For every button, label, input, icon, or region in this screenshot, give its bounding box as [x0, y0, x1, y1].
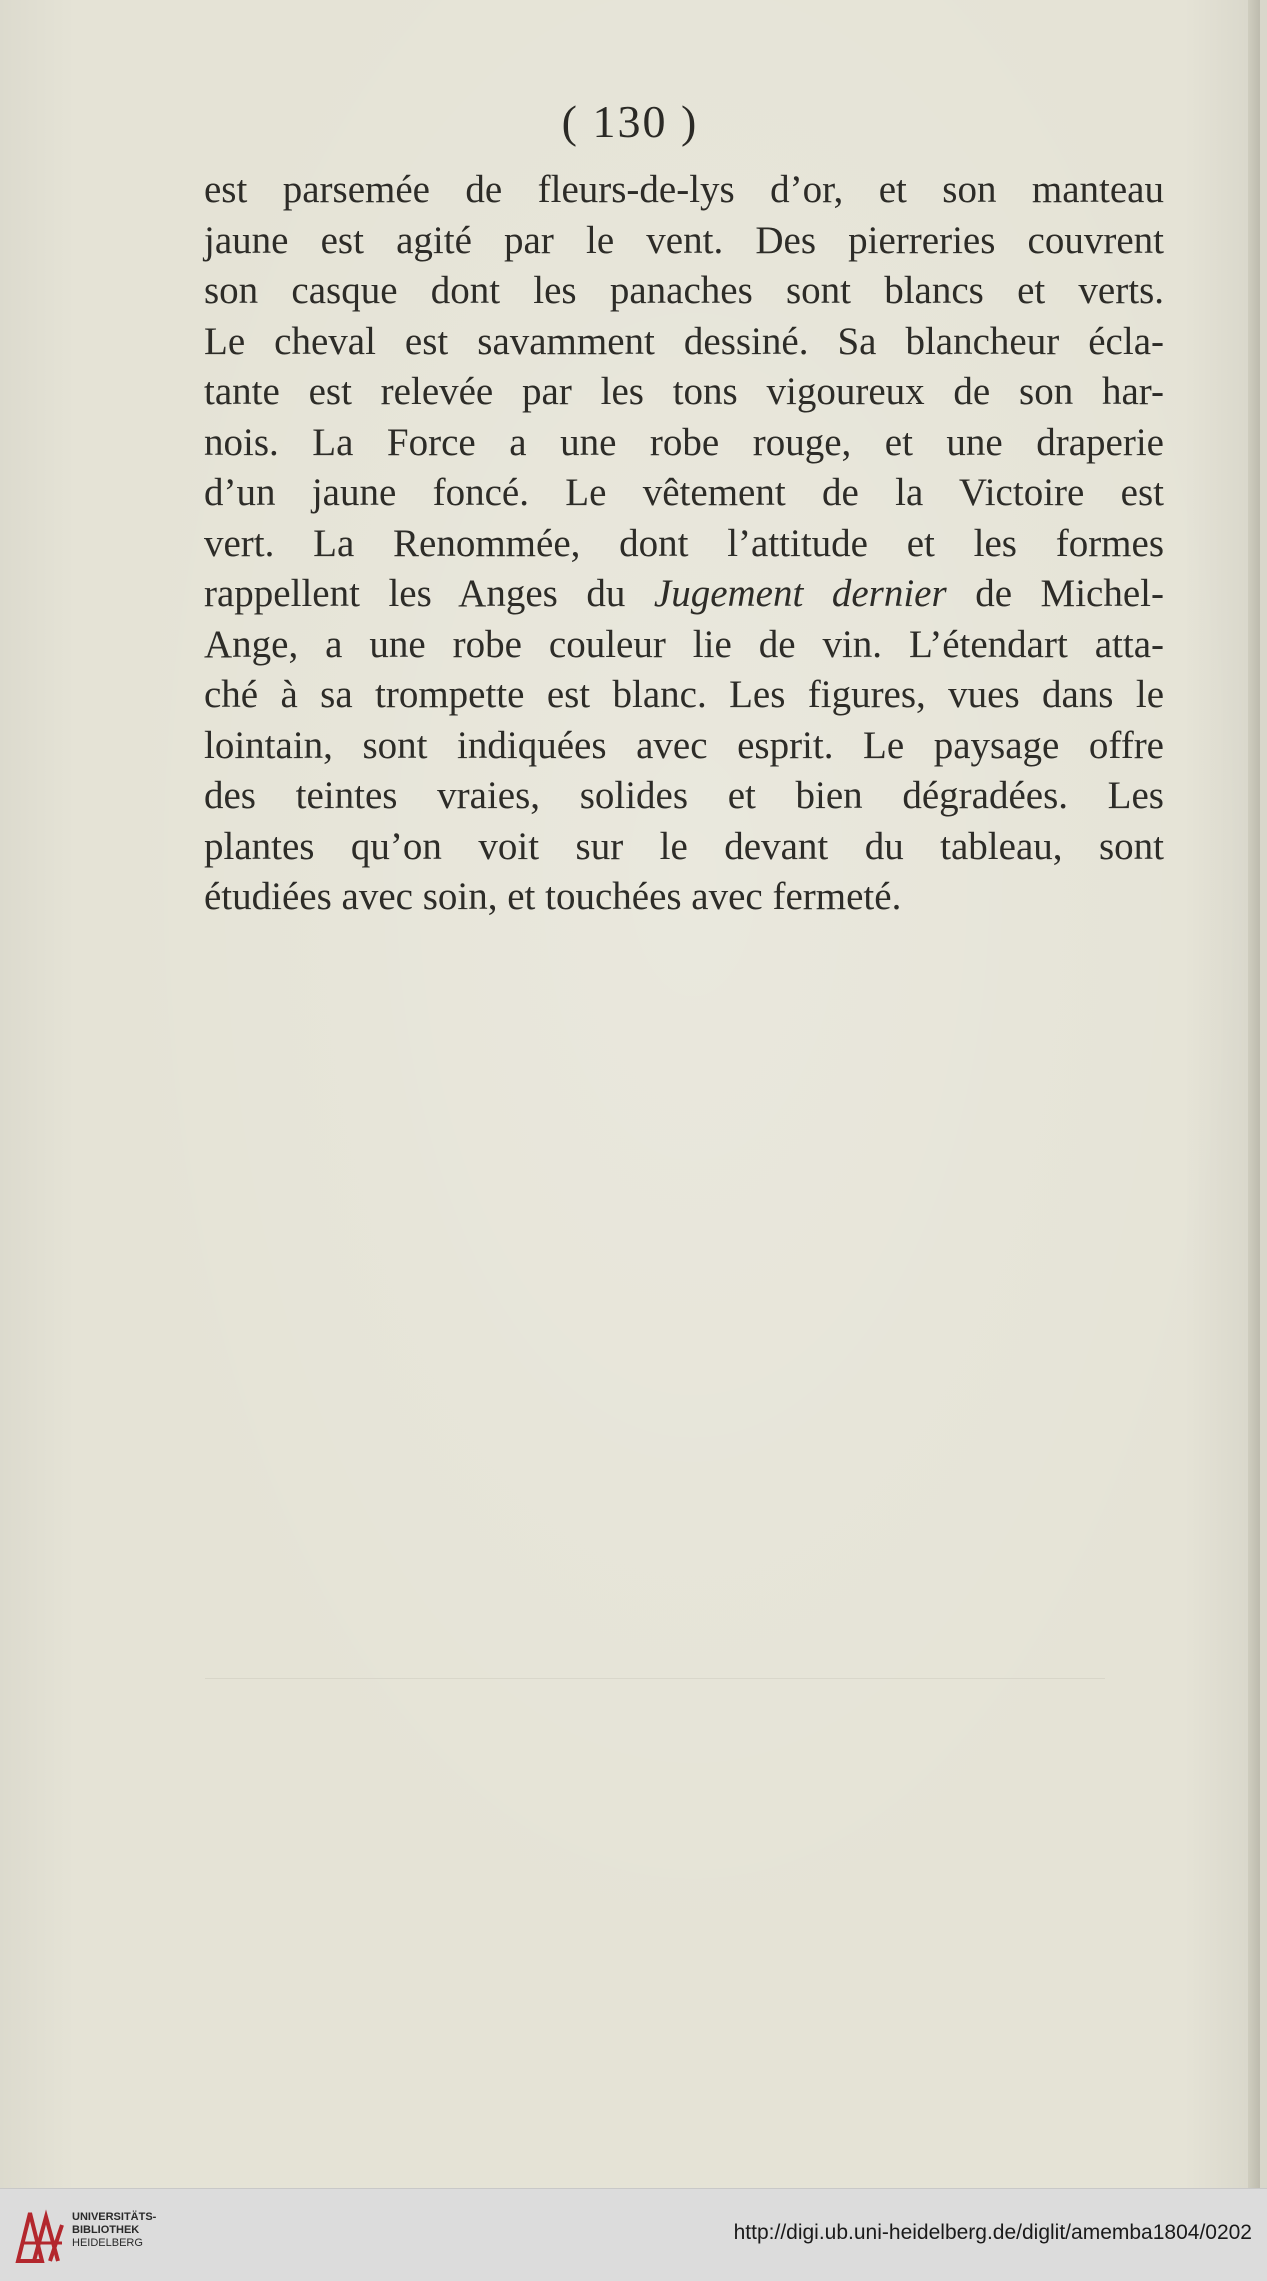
- page-number: ( 130 ): [561, 96, 699, 147]
- body-text: [204, 165, 1164, 923]
- footnote-rule: [205, 1678, 1105, 1679]
- library-name-line: BIBLIOTHEK: [72, 2224, 140, 2236]
- italic-title: Jugement dernier: [653, 572, 947, 615]
- text-line: Le cheval est savamment dessiné. Sa blancheur écla-: [204, 319, 1164, 363]
- text-line: tante est relevée par les tons vigoureux de son har-: [204, 370, 1164, 413]
- footer-bar: [0, 2188, 1267, 2281]
- text-line: Ange, a une robe couleur lie de vin. L’étendart atta-: [204, 622, 1164, 666]
- library-logo-icon: [12, 2203, 70, 2269]
- text-line: est parsemée de fleurs-de-lys d’or, et son manteau: [204, 168, 1164, 211]
- text-run: rappellent les Anges du: [204, 572, 654, 615]
- text-line: vert. La Renommée, dont l’attitude et les formes: [204, 521, 1164, 565]
- text-line: jaune est agité par le vent. Des pierreries couvrent: [204, 218, 1164, 262]
- library-name: [72, 2211, 156, 2250]
- show-through-text: [160, 940, 1160, 1770]
- library-name-line: HEIDELBERG: [72, 2237, 143, 2249]
- text-line: d’un jaune foncé. Le vêtement de la Victoire est: [204, 471, 1164, 514]
- text-line: étudiées avec soin, et touchées avec fermeté.: [204, 875, 902, 918]
- text-line: son casque dont les panaches sont blancs et verts.: [204, 269, 1164, 312]
- text-line: des teintes vraies, solides et bien dégradées. Les: [204, 774, 1164, 817]
- text-run: de Michel-: [946, 572, 1165, 615]
- page-edge: [1248, 0, 1260, 2188]
- text-line-with-italic: [204, 569, 1164, 620]
- text-line: nois. La Force a une robe rouge, et une draperie: [204, 420, 1164, 464]
- text-line: plantes qu’on voit sur le devant du tableau, sont: [204, 824, 1164, 868]
- library-name-line: UNIVERSITÄTS-: [72, 2211, 157, 2223]
- text-line: lointain, sont indiquées avec esprit. Le paysage offre: [204, 723, 1164, 767]
- text-line: ché à sa trompette est blanc. Les figures, vues dans le: [204, 673, 1164, 716]
- source-url-link[interactable]: http://digi.ub.uni-heidelberg.de/diglit/amemba1804/0202: [733, 2221, 1252, 2244]
